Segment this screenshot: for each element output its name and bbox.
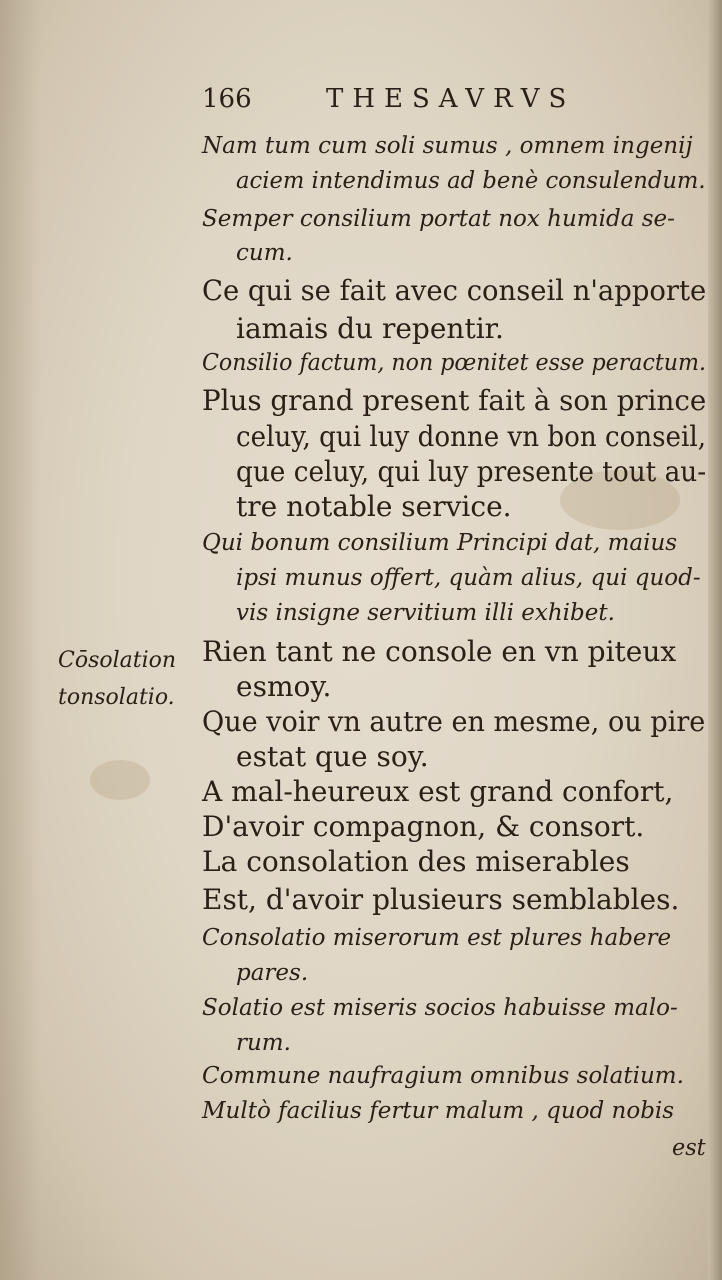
text-line: Multò facilius fertur malum , quod nobis (202, 1098, 675, 1124)
text-line: que celuy, qui luy presente tout au- (236, 455, 707, 488)
text-line: esmoy. (236, 670, 332, 703)
text-line: pares. (236, 960, 309, 986)
page-number: 166 (202, 84, 252, 114)
text-line: estat que soy. (236, 740, 429, 773)
text-line: aciem intendimus ad benè consulendum. (236, 168, 706, 194)
margin-note: tonsolatio. (58, 685, 175, 710)
text-line: est (672, 1135, 706, 1161)
text-line: Consilio factum, non pœnitet esse peractum. (202, 350, 707, 376)
text-line: tre notable service. (236, 490, 512, 523)
text-line: Commune naufragium omnibus solatium. (202, 1063, 684, 1089)
text-line: Que voir vn autre en mesme, ou pire (202, 705, 706, 738)
text-line: Ce qui se fait avec conseil n'apporte (202, 274, 707, 307)
text-line: ipsi munus offert, quàm alius, qui quod- (236, 565, 701, 591)
text-line: Plus grand present fait à son prince (202, 384, 707, 417)
margin-note: Cōsolation (58, 648, 177, 673)
paper-stain (90, 760, 150, 800)
text-line: vis insigne servitium illi exhibet. (236, 600, 615, 626)
text-line: D'avoir compagnon, & consort. (202, 810, 645, 843)
text-line: Semper consilium portat nox humida se- (202, 206, 675, 232)
text-line: Solatio est miseris socios habuisse malo- (202, 995, 678, 1021)
text-line: rum. (236, 1030, 291, 1056)
text-line: Qui bonum consilium Principi dat, maius (202, 530, 678, 556)
text-line: Est, d'avoir plusieurs semblables. (202, 883, 680, 916)
text-line: La consolation des miserables (202, 845, 630, 878)
text-line: Rien tant ne console en vn piteux (202, 635, 677, 668)
text-line: celuy, qui luy donne vn bon conseil, (236, 420, 707, 453)
text-line: Consolatio miserorum est plures habere (202, 925, 672, 951)
page-gutter (708, 0, 722, 1280)
text-line: A mal-heureux est grand confort, (202, 775, 674, 808)
text-line: iamais du repentir. (236, 312, 504, 345)
left-page-shading (0, 0, 40, 1280)
running-title: THESAVRVS (326, 84, 576, 114)
text-line: cum. (236, 240, 293, 266)
text-line: Nam tum cum soli sumus , omnem ingenij (202, 133, 693, 159)
